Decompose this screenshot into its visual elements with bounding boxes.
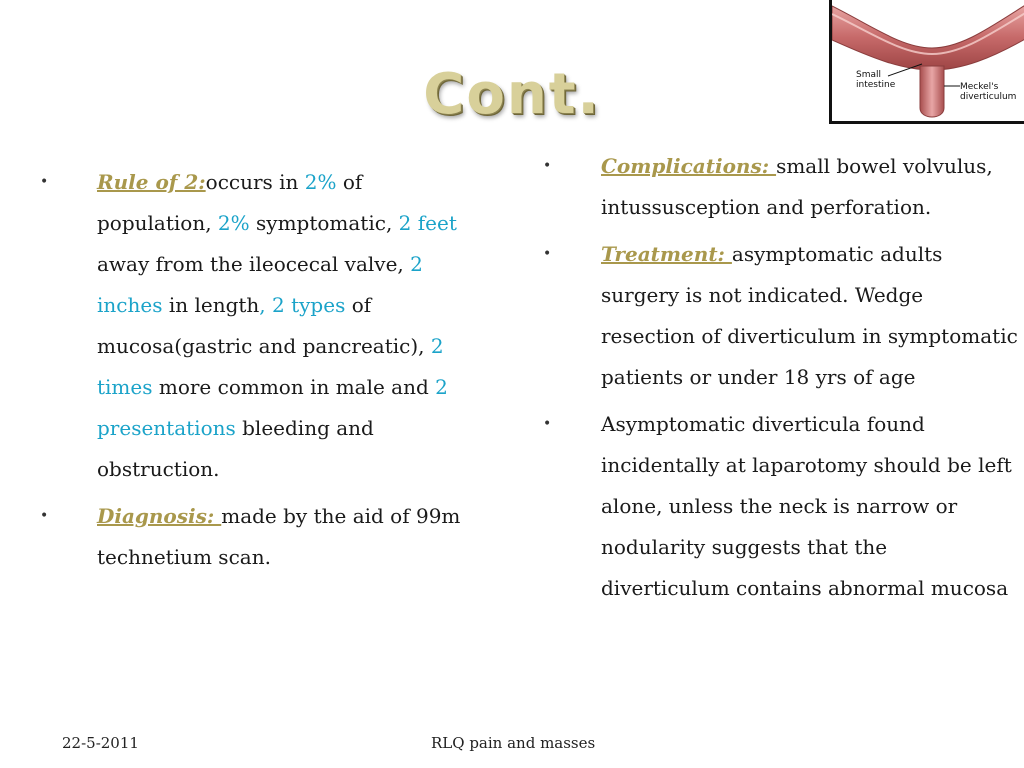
- diagnosis-label: Diagnosis:: [97, 504, 222, 528]
- rule-of-2-bullet: • Rule of 2:occurs in 2% of population, 2% symptomatic, 2 feet away from the ileocecal valve, 2 inches in length, 2 types of mucosa(gastric and pancreatic), 2 times more common in male and 2 presentations bleeding and obstruction.: [40, 162, 470, 490]
- bullet-dot: •: [543, 158, 552, 174]
- footer-title: RLQ pain and masses: [431, 734, 596, 752]
- intestine-illustration: [832, 0, 1024, 124]
- asymptomatic-bullet: [543, 404, 1021, 609]
- diagnosis-bullet: [40, 496, 470, 578]
- meckels-diverticulum-figure: [829, 0, 1024, 124]
- treatment-bullet: [543, 234, 1021, 398]
- right-column: [543, 146, 1021, 615]
- bullet-dot: •: [40, 508, 49, 524]
- diagnosis-text: made by the aid of 99m technetium scan.: [97, 504, 461, 569]
- complications-text: small bowel volvulus, intussusception and perforation.: [601, 154, 993, 219]
- complications-bullet: [543, 146, 1021, 228]
- small-intestine-label: Small intestine: [856, 70, 896, 90]
- rule-of-2-label: Rule of 2:: [97, 170, 206, 194]
- bullet-dot: •: [543, 246, 552, 262]
- treatment-label: Treatment:: [601, 242, 732, 266]
- footer-date: 22-5-2011: [62, 734, 139, 752]
- meckels-diverticulum-label: Meckel's diverticulum: [960, 82, 1017, 102]
- asymptomatic-text: Asymptomatic diverticula found incidentally at laparotomy should be left alone, unless the neck is narrow or nodularity suggests that the diverticulum contains abnormal mucosa: [601, 412, 1012, 600]
- treatment-text: asymptomatic adults surgery is not indicated. Wedge resection of diverticulum in symptomatic patients or under 18 yrs of age: [601, 242, 1018, 389]
- bullet-dot: •: [40, 174, 49, 190]
- bullet-dot: •: [543, 416, 552, 432]
- slide-title: Cont.: [423, 62, 601, 127]
- complications-label: Complications:: [601, 154, 777, 178]
- left-column: [40, 162, 470, 584]
